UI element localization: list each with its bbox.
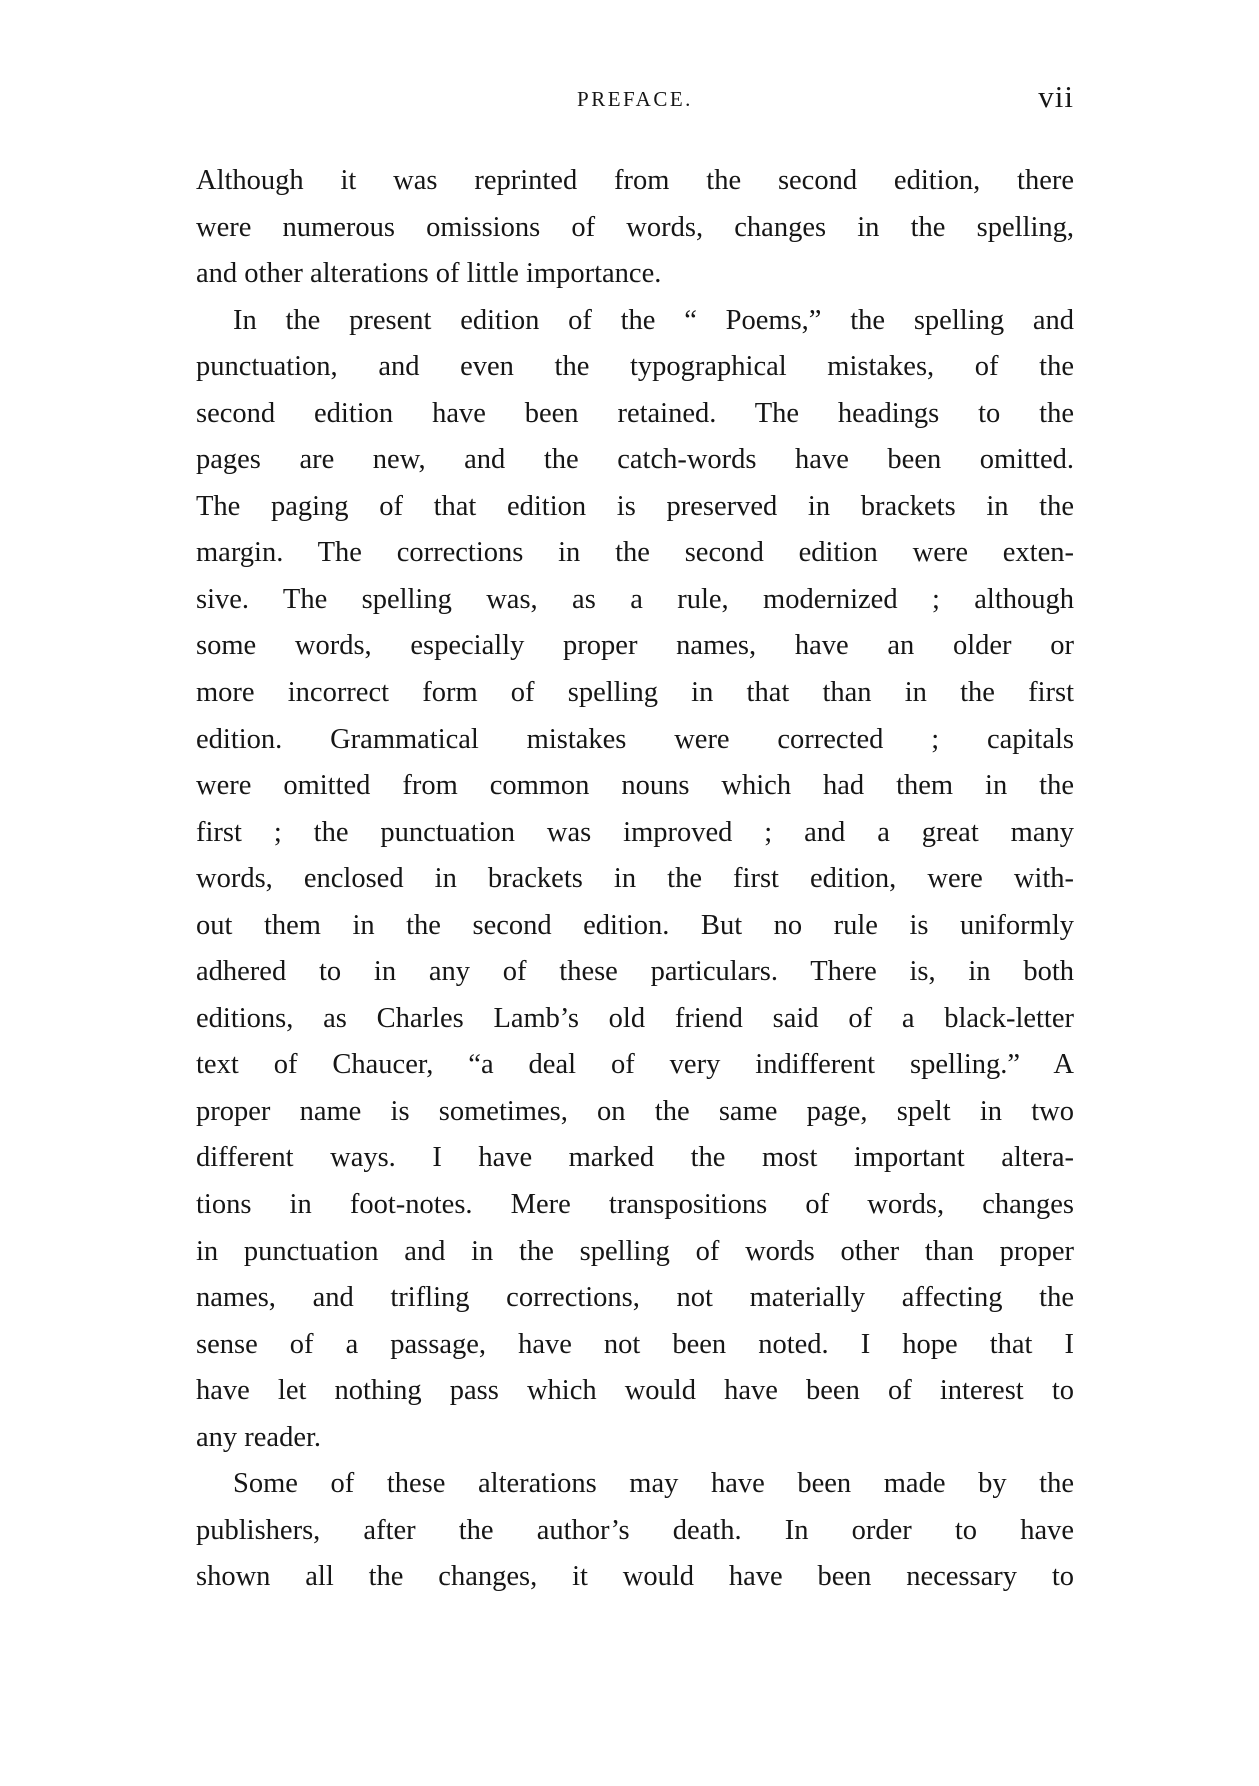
text-line: proper name is sometimes, on the same page, spelt in two: [196, 1095, 1074, 1127]
text-line: were omitted from common nouns which had them in the: [196, 770, 1074, 802]
text-line: in punctuation and in the spelling of words other than proper: [196, 1235, 1074, 1267]
text-line: out them in the second edition. But no rule is uniformly: [196, 909, 1074, 941]
text-line: and other alterations of little importance.: [196, 258, 662, 290]
text-line: second edition have been retained. The headings to the: [196, 397, 1074, 429]
text-line: some words, especially proper names, have an older or: [196, 630, 1074, 662]
text-line: tions in foot-notes. Mere transpositions of words, changes: [196, 1189, 1074, 1221]
text-line: The paging of that edition is preserved in brackets in the: [196, 490, 1074, 522]
text-line: editions, as Charles Lamb’s old friend said of a black-letter: [196, 1002, 1074, 1034]
text-line: In the present edition of the “ Poems,” the spelling and: [233, 304, 1074, 336]
text-line: text of Chaucer, “a deal of very indifferent spelling.” A: [196, 1049, 1074, 1081]
text-line: Some of these alterations may have been made by the: [233, 1468, 1074, 1500]
text-line: Although it was reprinted from the second edition, there: [196, 165, 1074, 196]
text-line: margin. The corrections in the second edition were exten-: [196, 537, 1074, 569]
text-line: first ; the punctuation was improved ; and a great many: [196, 816, 1074, 848]
text-line: were numerous omissions of words, changes in the spelling,: [196, 211, 1074, 243]
text-line: pages are new, and the catch-words have been omitted.: [196, 444, 1074, 476]
text-line: any reader.: [196, 1421, 322, 1453]
running-head: [196, 79, 1074, 122]
page-number: vii: [1038, 79, 1074, 114]
text-line: more incorrect form of spelling in that than in the first: [196, 677, 1074, 709]
body-text: [196, 158, 1074, 1601]
running-title: PREFACE.: [577, 87, 693, 111]
text-line: names, and trifling corrections, not materially affecting the: [196, 1282, 1074, 1314]
text-line: sense of a passage, have not been noted. I hope that I: [196, 1328, 1074, 1360]
text-line: sive. The spelling was, as a rule, modernized ; although: [196, 583, 1074, 615]
text-line: edition. Grammatical mistakes were corrected ; capitals: [196, 723, 1074, 755]
text-line: words, enclosed in brackets in the first edition, were with-: [196, 863, 1074, 895]
text-line: shown all the changes, it would have been necessary to: [196, 1561, 1074, 1593]
text-line: publishers, after the author’s death. In order to have: [196, 1514, 1074, 1546]
text-line: have let nothing pass which would have been of interest to: [196, 1375, 1074, 1407]
text-line: different ways. I have marked the most important altera-: [196, 1142, 1074, 1174]
text-line: adhered to in any of these particulars. There is, in both: [196, 956, 1074, 988]
text-line: punctuation, and even the typographical mistakes, of the: [196, 351, 1074, 383]
